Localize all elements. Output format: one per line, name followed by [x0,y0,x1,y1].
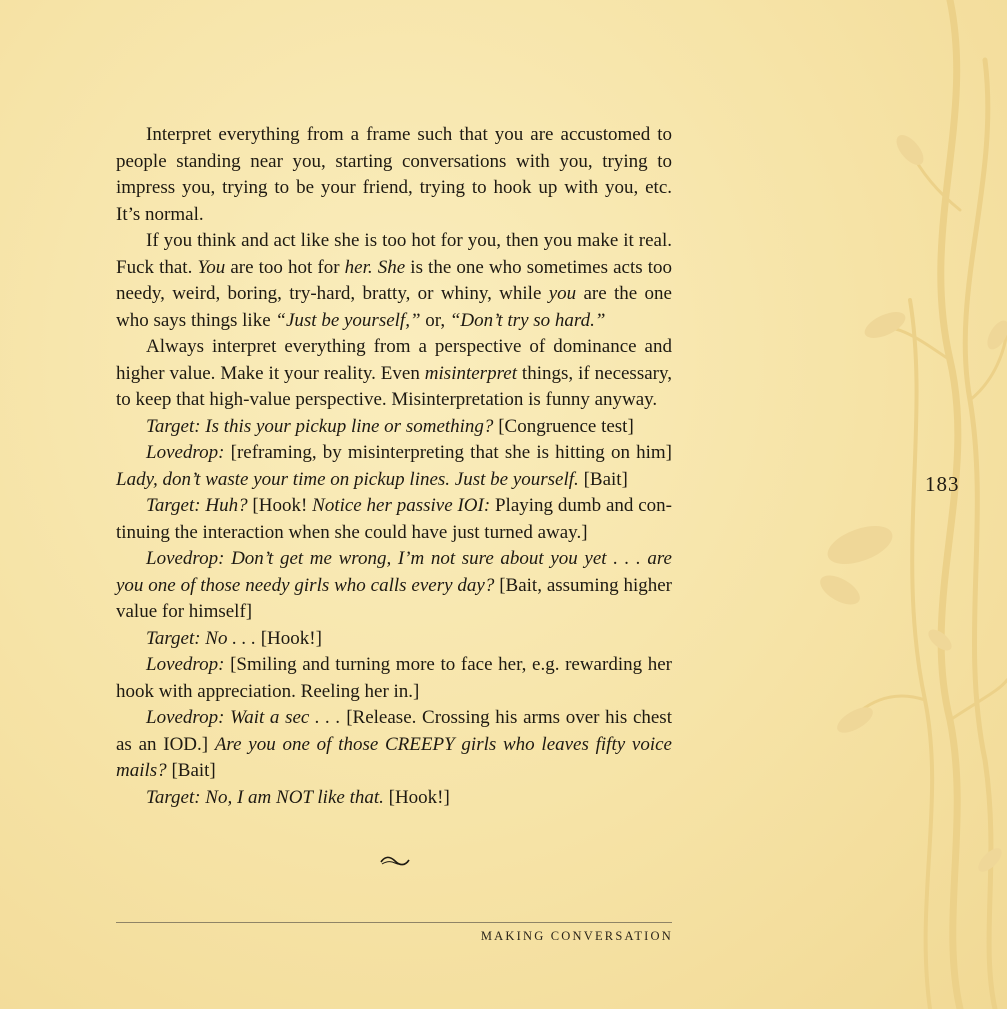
italic-run: you [548,283,577,304]
vine-decoration [800,0,1007,1009]
text-run: Interpret everything from a frame such that you are accustomed to people standing near you, starting conversations with you, trying to impress you, trying to be your friend, trying to hook up with you, etc. It’s normal. [116,124,672,225]
text-run: If you think and act like she is too hot for you, then you make it real. Fuck that. [116,230,672,278]
paragraph [116,414,672,441]
text-run: [Bait, assuming higher value for himself] [116,574,673,622]
text-run: Playing dumb and continuing the interaction when she could have just turned away.] [116,495,672,543]
body-text [116,122,672,811]
italic-run: her. She [344,256,406,278]
paragraph [116,440,672,493]
text-run: are the one who says things like [116,283,672,331]
italic-run: “Don’t try so hard.” [449,309,606,331]
text-run: [reframing, by misinterpreting that she is hitting on him] [224,442,672,463]
page-number: 183 [925,472,960,496]
text-run: [Hook!] [383,786,450,808]
italic-run: misinterpret [424,362,517,384]
section-break-ornament-icon [379,853,411,869]
paragraph [116,228,672,334]
italic-run: Lovedrop: [146,654,225,675]
text-run: [Congruence test] [493,415,634,437]
text-run: [Release. Crossing his arms over his chest as an IOD.] [116,707,672,755]
italic-run: Target: Is this your pickup line or something? [146,415,494,437]
paragraph [116,493,672,546]
text-run: or, [420,309,450,331]
italic-run: Notice her passive IOI: [312,495,491,516]
italic-run: Lovedrop: Don’t get me wrong, I’m not sure about you yet . . . are you one of those needy girls who calls every day? [116,548,672,596]
text-run: [Hook!] [255,627,322,649]
text-run: [Smiling and turning more to face her, e.g. rewarding her hook with appreciation. Reeling her in.] [116,654,672,702]
text-run: is the one who sometimes acts too needy, weird, boring, try-hard, bratty, or whiny, while [116,256,672,304]
italic-run: “Just be yourself,” [275,309,421,331]
italic-run: Lovedrop: Wait a sec . . . [146,707,341,728]
paragraph [116,122,672,228]
italic-run: Target: Huh? [146,495,248,516]
paragraph [116,626,672,653]
paragraph [116,652,672,705]
text-run: things, if necessary, to keep that high-value perspective. Misinterpretation is funny anyway. [116,362,672,410]
italic-run: Lovedrop: [146,442,225,463]
text-run: [Bait] [578,468,628,490]
italic-run: Are you one of those CREEPY girls who leaves fifty voice mails? [116,733,672,781]
text-run: [Hook! [247,495,313,516]
italic-run: Target: No, I am NOT like that. [146,786,384,808]
running-footer: MAKING CONVERSATION [480,929,673,943]
italic-run: Target: No . . . [146,627,256,649]
text-run: are too hot for [225,256,345,278]
italic-run: You [197,256,226,278]
paragraph [116,705,672,785]
footer-rule [116,922,672,923]
italic-run: Lady, don’t waste your time on pickup lines. Just be yourself. [116,468,579,490]
paragraph [116,546,672,626]
text-run: [Bait] [166,760,216,781]
paragraph [116,334,672,414]
paragraph [116,785,672,812]
text-run: Always interpret everything from a perspective of dominance and higher value. Make it your reality. Even [116,336,672,384]
